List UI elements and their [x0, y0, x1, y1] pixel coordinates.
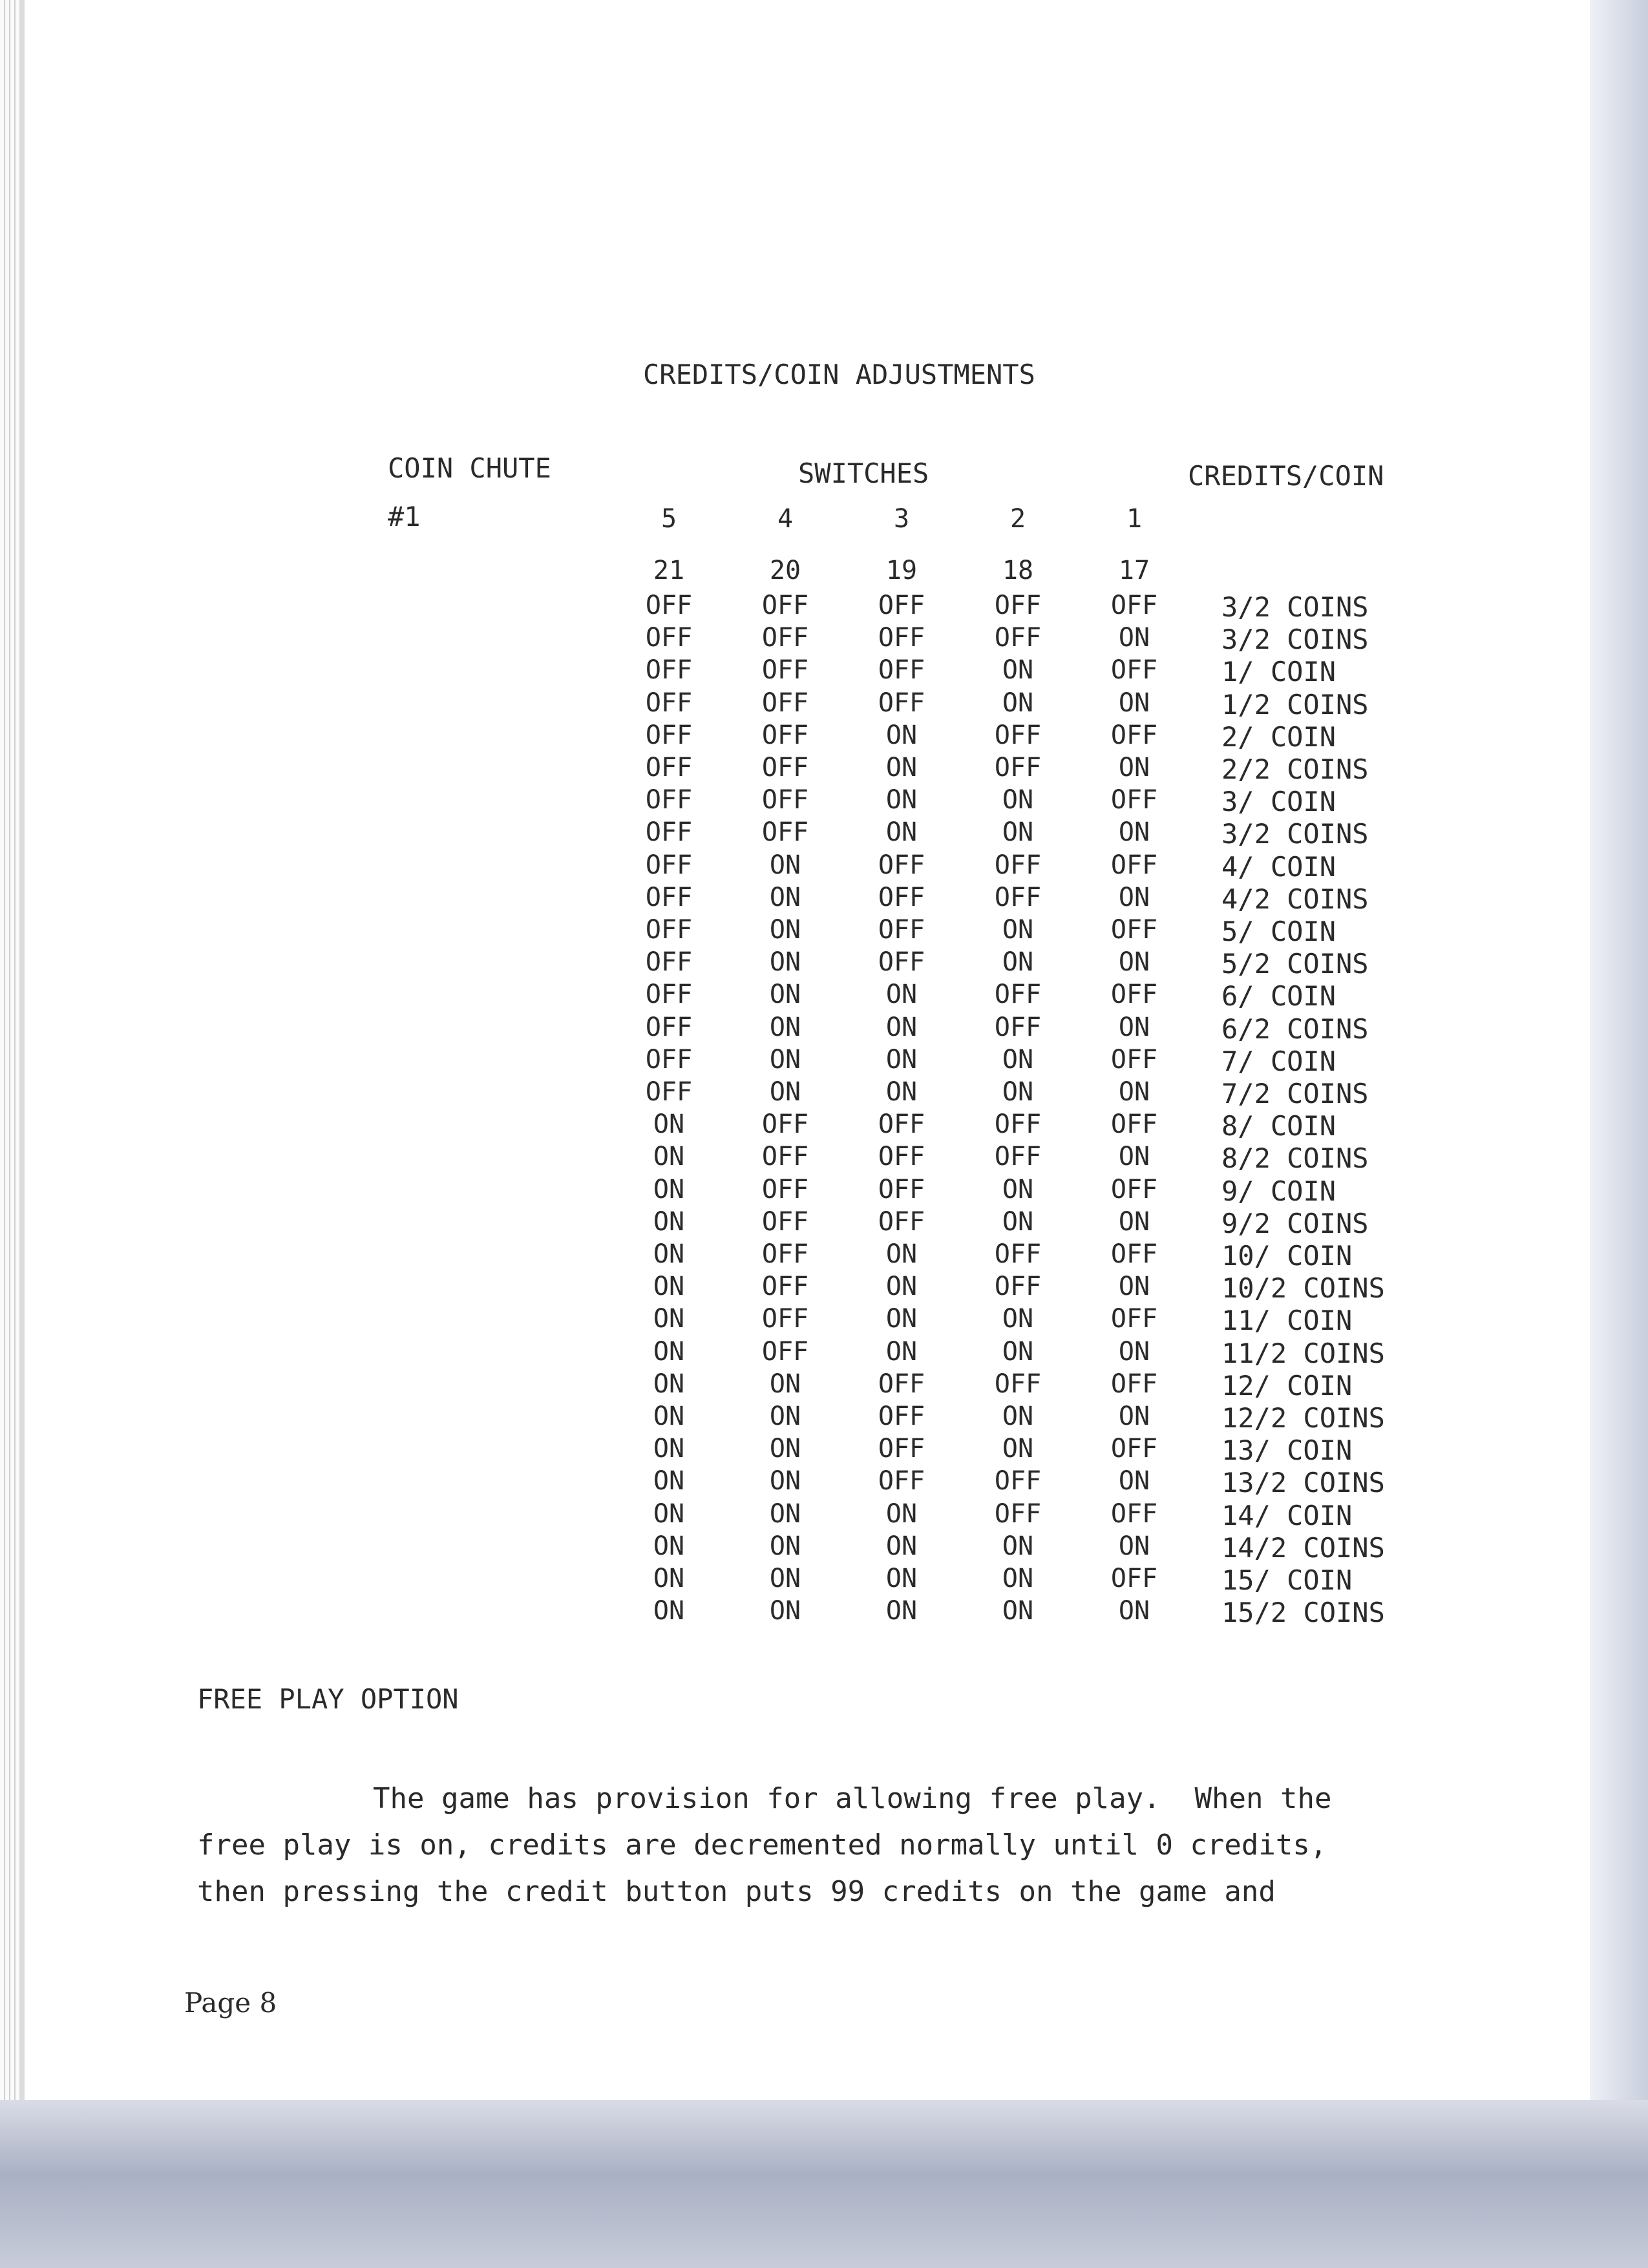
- switch-setting-cell: ON: [1118, 1336, 1150, 1367]
- switch-setting-cell: OFF: [878, 1369, 925, 1399]
- switch-setting-cell: OFF: [645, 850, 693, 880]
- switch-setting-cell: OFF: [761, 1272, 809, 1302]
- switch-setting-cell: OFF: [1110, 1239, 1158, 1269]
- switch-setting-cell: ON: [1002, 817, 1034, 848]
- switch-setting-cell: ON: [885, 1239, 918, 1269]
- switch-setting-cell: ON: [653, 1174, 685, 1204]
- switch-setting-cell: ON: [1002, 1336, 1034, 1367]
- free-play-line: free play is on, credits are decremented normally until 0 credits,: [197, 1829, 1327, 1862]
- switch-number-chute3: 18: [1002, 556, 1034, 585]
- switch-setting-cell: OFF: [878, 1142, 925, 1172]
- switch-setting-cell: ON: [885, 785, 918, 815]
- credits-value-cell: 7/2 COINS: [1221, 1078, 1369, 1109]
- switch-setting-cell: OFF: [1110, 591, 1158, 620]
- switch-setting-cell: OFF: [878, 850, 925, 880]
- free-play-line: then pressing the credit button puts 99 credits on the game and: [197, 1875, 1276, 1908]
- switch-setting-cell: OFF: [761, 1174, 809, 1204]
- switch-setting-cell: ON: [769, 915, 801, 945]
- switch-setting-cell: ON: [769, 1402, 801, 1431]
- switch-setting-cell: ON: [653, 1109, 685, 1140]
- switch-setting-cell: ON: [769, 1044, 801, 1075]
- switch-setting-cell: ON: [769, 882, 801, 912]
- switch-setting-cell: ON: [885, 1272, 918, 1302]
- switch-setting-cell: OFF: [761, 623, 809, 653]
- free-play-paragraph: [197, 1776, 1490, 1915]
- credits-per-coin-header: CREDITS/COIN: [1188, 460, 1384, 492]
- switch-setting-cell: ON: [885, 980, 918, 1010]
- switch-setting-cell: OFF: [645, 785, 693, 815]
- switch-setting-cell: ON: [769, 947, 801, 978]
- switch-setting-cell: OFF: [761, 655, 809, 686]
- switch-setting-cell: ON: [653, 1498, 685, 1529]
- switch-setting-cell: OFF: [645, 623, 693, 653]
- credits-value-cell: 6/2 COINS: [1221, 1013, 1369, 1045]
- switch-setting-cell: OFF: [878, 915, 925, 945]
- switch-setting-cell: OFF: [645, 980, 693, 1010]
- switch-setting-cell: OFF: [645, 655, 693, 686]
- switch-setting-cell: OFF: [761, 817, 809, 848]
- switch-setting-cell: OFF: [761, 753, 809, 782]
- switch-setting-cell: ON: [1002, 947, 1034, 978]
- switch-setting-cell: ON: [769, 1466, 801, 1496]
- switch-setting-cell: OFF: [994, 882, 1042, 912]
- credits-value-cell: 15/ COIN: [1221, 1564, 1353, 1596]
- switch-number-chute3: 17: [1118, 556, 1150, 585]
- switch-setting-cell: ON: [1002, 915, 1034, 945]
- switch-setting-cell: OFF: [994, 1466, 1042, 1496]
- switch-setting-cell: ON: [769, 980, 801, 1010]
- credits-value-cell: 15/2 COINS: [1221, 1597, 1385, 1629]
- switch-setting-cell: OFF: [878, 655, 925, 686]
- switch-setting-cell: ON: [885, 753, 918, 782]
- switch-setting-cell: ON: [769, 1369, 801, 1399]
- switch-setting-cell: OFF: [1110, 1498, 1158, 1529]
- credits-value-cell: 4/ COIN: [1221, 850, 1336, 883]
- coin-chute-header: COIN CHUTE: [388, 452, 551, 484]
- credits-value-cell: 7/ COIN: [1221, 1045, 1336, 1077]
- switch-setting-cell: ON: [653, 1142, 685, 1172]
- switch-setting-cell: ON: [653, 1466, 685, 1496]
- credits-value-cell: 12/2 COINS: [1221, 1402, 1385, 1434]
- switch-setting-cell: OFF: [761, 720, 809, 750]
- switch-setting-cell: ON: [885, 1304, 918, 1334]
- switch-number-chute3: 20: [769, 556, 801, 585]
- switch-setting-cell: OFF: [761, 1206, 809, 1237]
- switch-setting-cell: OFF: [878, 882, 925, 912]
- credits-value-cell: 8/ COIN: [1221, 1110, 1336, 1142]
- switch-setting-cell: ON: [1002, 1596, 1034, 1626]
- switch-setting-cell: ON: [885, 1077, 918, 1107]
- switch-setting-cell: ON: [1002, 1402, 1034, 1431]
- switch-setting-cell: ON: [1118, 1142, 1150, 1172]
- switch-setting-cell: OFF: [994, 753, 1042, 782]
- switch-setting-cell: ON: [1002, 1531, 1034, 1561]
- switch-setting-cell: OFF: [878, 623, 925, 653]
- switch-setting-cell: OFF: [645, 882, 693, 912]
- free-play-line: The game has provision for allowing free play. When the: [373, 1782, 1332, 1815]
- switch-setting-cell: ON: [1002, 1434, 1034, 1464]
- credits-value-cell: 6/ COIN: [1221, 980, 1336, 1013]
- switch-setting-cell: OFF: [645, 1077, 693, 1107]
- switch-setting-cell: OFF: [994, 720, 1042, 750]
- switch-setting-cell: ON: [769, 1531, 801, 1561]
- credits-value-cell: 1/2 COINS: [1221, 688, 1369, 720]
- switch-setting-cell: OFF: [1110, 850, 1158, 880]
- switch-setting-cell: OFF: [994, 1239, 1042, 1269]
- switch-setting-cell: ON: [769, 1564, 801, 1593]
- switches-header: SWITCHES: [798, 457, 929, 489]
- right-shadow: [1590, 0, 1648, 2268]
- switch-setting-cell: OFF: [645, 1012, 693, 1042]
- switch-setting-cell: OFF: [645, 688, 693, 718]
- switch-setting-cell: ON: [653, 1402, 685, 1431]
- credits-value-cell: 14/2 COINS: [1221, 1531, 1385, 1564]
- switch-setting-cell: OFF: [1110, 785, 1158, 815]
- credits-value-cell: 3/ COIN: [1221, 786, 1336, 818]
- credits-value-cell: 5/2 COINS: [1221, 948, 1369, 980]
- switch-setting-cell: OFF: [994, 850, 1042, 880]
- section-heading: FREE PLAY OPTION: [197, 1683, 459, 1715]
- switch-setting-cell: ON: [1118, 688, 1150, 718]
- switch-setting-cell: ON: [885, 1596, 918, 1626]
- switch-setting-cell: OFF: [1110, 915, 1158, 945]
- switch-setting-cell: OFF: [994, 1109, 1042, 1140]
- credits-value-cell: 14/ COIN: [1221, 1499, 1353, 1531]
- switch-setting-cell: ON: [769, 1077, 801, 1107]
- switch-setting-cell: OFF: [878, 591, 925, 620]
- switch-setting-cell: ON: [653, 1369, 685, 1399]
- switch-setting-cell: OFF: [994, 591, 1042, 620]
- switch-setting-cell: ON: [769, 1596, 801, 1626]
- switch-number-chute1: 5: [660, 504, 677, 534]
- switch-setting-cell: OFF: [1110, 655, 1158, 686]
- switch-number-chute1: 4: [777, 504, 794, 534]
- switch-setting-cell: ON: [653, 1596, 685, 1626]
- switch-setting-cell: OFF: [878, 1402, 925, 1431]
- credits-value-cell: 1/ COIN: [1221, 656, 1336, 688]
- switch-setting-cell: ON: [1002, 1206, 1034, 1237]
- switch-setting-cell: OFF: [761, 688, 809, 718]
- switch-setting-cell: ON: [1118, 1077, 1150, 1107]
- switch-setting-cell: OFF: [645, 915, 693, 945]
- page-edge-stack: [0, 0, 19, 2132]
- switch-setting-cell: OFF: [645, 591, 693, 620]
- switch-setting-cell: ON: [1002, 1044, 1034, 1075]
- switch-setting-cell: ON: [1118, 1531, 1150, 1561]
- switch-setting-cell: ON: [1118, 1596, 1150, 1626]
- credits-value-cell: 10/ COIN: [1221, 1240, 1353, 1272]
- credits-value-cell: 8/2 COINS: [1221, 1142, 1369, 1175]
- switch-setting-cell: OFF: [878, 1174, 925, 1204]
- chute-number: #1: [388, 501, 421, 532]
- switch-setting-cell: OFF: [645, 817, 693, 848]
- switch-setting-cell: ON: [769, 1012, 801, 1042]
- switch-setting-cell: ON: [653, 1206, 685, 1237]
- credits-value-cell: 2/ COIN: [1221, 720, 1336, 753]
- switch-number-chute1: 1: [1126, 504, 1143, 534]
- switch-number-chute1: 2: [1009, 504, 1026, 534]
- credits-value-cell: 3/2 COINS: [1221, 591, 1369, 623]
- switch-setting-cell: OFF: [761, 785, 809, 815]
- switch-setting-cell: ON: [1002, 1077, 1034, 1107]
- credits-value-cell: 9/2 COINS: [1221, 1207, 1369, 1239]
- switch-setting-cell: ON: [885, 720, 918, 750]
- switch-setting-cell: OFF: [994, 1012, 1042, 1042]
- switch-setting-cell: ON: [885, 1336, 918, 1367]
- switch-setting-cell: ON: [885, 1531, 918, 1561]
- switch-setting-cell: OFF: [878, 1466, 925, 1496]
- credits-value-cell: 4/2 COINS: [1221, 883, 1369, 915]
- switch-setting-cell: ON: [1118, 1402, 1150, 1431]
- switch-setting-cell: OFF: [994, 1369, 1042, 1399]
- switch-setting-cell: OFF: [878, 1109, 925, 1140]
- switch-setting-cell: ON: [653, 1336, 685, 1367]
- switch-setting-cell: OFF: [761, 1336, 809, 1367]
- credits-value-cell: 11/2 COINS: [1221, 1337, 1385, 1369]
- switch-number-chute1: 3: [893, 504, 910, 534]
- switch-setting-cell: ON: [1002, 655, 1034, 686]
- switch-setting-cell: ON: [1002, 1564, 1034, 1593]
- switch-setting-cell: OFF: [761, 1239, 809, 1269]
- credits-value-cell: 3/2 COINS: [1221, 624, 1369, 656]
- switch-setting-cell: ON: [769, 850, 801, 880]
- credits-value-cell: 12/ COIN: [1221, 1369, 1353, 1402]
- credits-value-cell: 5/ COIN: [1221, 916, 1336, 947]
- credits-value-cell: 9/ COIN: [1221, 1175, 1336, 1207]
- switch-setting-cell: ON: [1002, 688, 1034, 718]
- switch-setting-cell: OFF: [1110, 1564, 1158, 1593]
- credits-value-cell: 11/ COIN: [1221, 1305, 1353, 1337]
- switch-setting-cell: ON: [1002, 785, 1034, 815]
- switch-setting-cell: OFF: [1110, 980, 1158, 1010]
- switch-setting-cell: ON: [885, 1498, 918, 1529]
- switch-setting-cell: OFF: [1110, 1174, 1158, 1204]
- switch-setting-cell: OFF: [994, 1142, 1042, 1172]
- switch-setting-cell: ON: [653, 1564, 685, 1593]
- switch-setting-cell: ON: [1118, 947, 1150, 978]
- switch-setting-cell: ON: [885, 1012, 918, 1042]
- switch-setting-cell: ON: [653, 1272, 685, 1302]
- switch-setting-cell: ON: [653, 1304, 685, 1334]
- switch-setting-cell: OFF: [1110, 1109, 1158, 1140]
- switch-setting-cell: ON: [885, 1564, 918, 1593]
- switch-setting-cell: ON: [1002, 1174, 1034, 1204]
- switch-setting-cell: ON: [1118, 882, 1150, 912]
- credits-value-cell: 13/2 COINS: [1221, 1467, 1385, 1499]
- switch-setting-cell: OFF: [645, 947, 693, 978]
- switch-setting-cell: ON: [1118, 1012, 1150, 1042]
- switch-setting-cell: OFF: [878, 1206, 925, 1237]
- switch-setting-cell: ON: [653, 1239, 685, 1269]
- switch-setting-cell: OFF: [761, 591, 809, 620]
- table-title: CREDITS/COIN ADJUSTMENTS: [643, 359, 1035, 390]
- switch-setting-cell: OFF: [1110, 1044, 1158, 1075]
- switch-setting-cell: ON: [1002, 1304, 1034, 1334]
- page-number: Page 8: [184, 1987, 277, 2019]
- switch-setting-cell: ON: [1118, 623, 1150, 653]
- credits-value-cell: 3/2 COINS: [1221, 818, 1369, 850]
- switch-setting-cell: OFF: [878, 688, 925, 718]
- switch-setting-cell: ON: [769, 1434, 801, 1464]
- switch-setting-cell: ON: [1118, 753, 1150, 782]
- switch-setting-cell: OFF: [761, 1142, 809, 1172]
- switch-setting-cell: OFF: [1110, 1434, 1158, 1464]
- switch-setting-cell: ON: [653, 1434, 685, 1464]
- credits-value-cell: 10/2 COINS: [1221, 1272, 1385, 1305]
- switch-setting-cell: ON: [1118, 1272, 1150, 1302]
- switch-setting-cell: OFF: [994, 623, 1042, 653]
- credits-value-cell: 2/2 COINS: [1221, 753, 1369, 785]
- switch-setting-cell: OFF: [994, 1498, 1042, 1529]
- bottom-shadow: [0, 2100, 1648, 2268]
- switch-setting-cell: ON: [885, 817, 918, 848]
- switch-setting-cell: ON: [885, 1044, 918, 1075]
- switch-setting-cell: ON: [1118, 1466, 1150, 1496]
- switch-setting-cell: OFF: [1110, 720, 1158, 750]
- switch-setting-cell: OFF: [878, 947, 925, 978]
- switch-number-chute3: 21: [653, 556, 685, 585]
- credits-value-cell: 13/ COIN: [1221, 1434, 1353, 1467]
- switch-setting-cell: OFF: [645, 720, 693, 750]
- switch-setting-cell: OFF: [761, 1109, 809, 1140]
- switch-setting-cell: OFF: [1110, 1369, 1158, 1399]
- switch-number-chute3: 19: [885, 556, 918, 585]
- switch-setting-cell: OFF: [994, 980, 1042, 1010]
- switch-setting-cell: ON: [1118, 817, 1150, 848]
- switch-setting-cell: ON: [1118, 1206, 1150, 1237]
- switch-setting-cell: OFF: [761, 1304, 809, 1334]
- switch-setting-cell: ON: [653, 1531, 685, 1561]
- switch-setting-cell: OFF: [878, 1434, 925, 1464]
- switch-setting-cell: OFF: [645, 1044, 693, 1075]
- switch-setting-cell: OFF: [645, 753, 693, 782]
- switch-setting-cell: OFF: [1110, 1304, 1158, 1334]
- switch-setting-cell: OFF: [994, 1272, 1042, 1302]
- switch-setting-cell: ON: [769, 1498, 801, 1529]
